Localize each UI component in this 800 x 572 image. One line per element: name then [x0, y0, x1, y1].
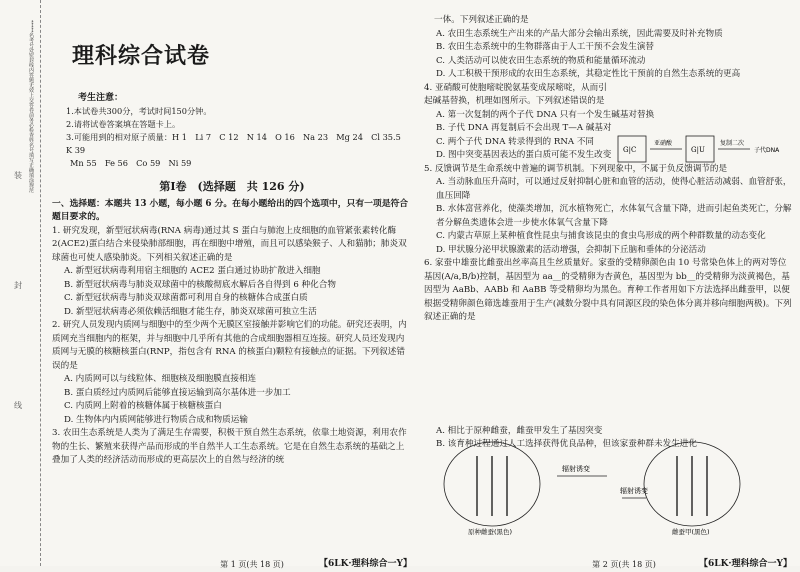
binding-mark: 装: [14, 171, 22, 180]
notice-block: [52, 92, 412, 171]
figure-caption: 雌蚕甲(黑色): [672, 528, 710, 536]
chromosome-figure: [432, 436, 762, 536]
figure-caption: 原种雌蚕(黑色): [468, 528, 513, 536]
section-instruction: 一、选择题：本题共 13 小题，每小题 6 分。在每小题给出的四个选项中，只有一项是符合题目要求的。: [52, 198, 409, 222]
option: A. 新型冠状病毒利用宿主细胞的 ACE2 蛋白通过协助扩散进入细胞: [64, 266, 321, 276]
option: A. 当动脉血压升高时，可以通过反射抑制心脏和血管的活动，使得心脏活动减弱、血管舒张，血压回降: [436, 177, 792, 201]
notice-item: Mn 55 Fe 56 Co 59 Ni 59: [70, 158, 192, 168]
notice-item: 2.请将试卷答案填在答题卡上。: [66, 119, 181, 129]
page-number: 第 1 页(共 18 页): [220, 560, 284, 569]
notice-item: 3.可能用到的相对原子质量：H 1 Li 7 C 12 N 14 O 16 Na 23 Mg 24 Cl 35.5 K 39: [66, 132, 410, 155]
binding-mark: 线: [14, 401, 22, 410]
option: D. 生物体内内质网能够进行物质合成和物质运输: [64, 414, 248, 425]
arrow-label: 复制二次: [720, 140, 745, 147]
page-1: [52, 14, 412, 569]
binding-text: *****名考号处密封线内答题无效上交答卷前务必检查姓名号填写正确填涂规范: [28, 20, 34, 193]
arrow-label: 亚硝酸: [654, 140, 673, 147]
option: A. 相比于原种雌蚕，雌蚕甲发生了基因突变: [436, 425, 603, 436]
page-number: 第 2 页(共 18 页): [592, 560, 656, 569]
option: B. 子代 DNA 再复制后不会出现 T—A 碱基对: [436, 123, 612, 133]
option: C. 内质网上附着的核糖体属于核糖核蛋白: [64, 401, 222, 411]
question-4: 4. 亚硝酸可使胞嘧啶脱氨基变成尿嘧啶，从而引起碱基替换，机理如图所示。下列叙述错误的是: [424, 82, 607, 106]
question-3: 3. 农田生态系统是人类为了满足生存需要，积极干预自然生态系统，依靠土地资源，利用农作物的生长、繁殖来获得产品而形成的半自然半人工生态系统。它是在自然生态系统的基础之上叠加了人类的经济活动而形成的更高层次上的自然与经济的统: [52, 428, 407, 465]
question-6: 6. 家蚕中雄蚕比雌蚕出丝率高且生丝质量好。家蚕的受精卵颜色由 10 号常染色体上的两对等位基因(A/a,B/b)控制，基因型为 aa__的受精卵为杏黄色，基因型为 bb__的受精卵为淡黄褐色，基因型为 AaBb、AABb 和 AaBB 等受精卵均为黑色。育种工作者用如下方法选择出雌蚕甲，以便根据受精卵颜色筛选雄蚕用于生产(减数分裂中具有同源区段的染色体分离并移向细胞两极)。下列叙述正确的是: [424, 258, 792, 322]
figure-spacer: [424, 325, 792, 425]
notice-heading: 考生注意：: [78, 92, 124, 103]
option: C. 人类活动可以使农田生态系统的物质和能量循环流动: [436, 55, 646, 66]
exam-code: 【6LK·理科综合一Y】: [699, 559, 792, 569]
option: B. 农田生态系统中的生物群落由于人工干预不会发生演替: [436, 42, 655, 52]
option: A. 农田生态系统生产出来的产品大部分会输出系统，因此需要及时补充物质: [436, 28, 723, 39]
arrow-label: 辐射诱变: [620, 487, 648, 495]
question-5: 5. 反馈调节是生命系统中普遍的调节机制。下列现象中，不属于负反馈调节的是: [424, 163, 728, 174]
section-heading: 第Ⅰ卷 (选择题 共 126 分): [159, 180, 305, 193]
exam-code: 【6LK·理科综合一Y】: [319, 559, 412, 569]
option: A. 内质网可以与线粒体、细胞核及细胞膜直接相连: [64, 374, 257, 384]
base-pair: G|C: [623, 146, 637, 154]
option: D. 新型冠状病毒必须依赖活细胞才能生存，肺炎双球菌可独立生活: [64, 306, 317, 317]
option: B. 新型冠状病毒与肺炎双球菌中的核酸彻底水解后各自得到 6 种化合物: [64, 279, 336, 290]
option: B. 水体富营养化，使藻类增加，沉水植物死亡，水体氧气含量下降，进而引起鱼类死亡，分解者分解鱼类遗体会进一步使水体氧气含量下降: [436, 204, 792, 228]
option: D. 人工积极干预形成的农田生态系统，其稳定性比干预前的自然生态系统的更高: [436, 69, 741, 79]
question-2: 2. 研究人员发现内质网与细胞中的至少两个无膜区室接触并影响它们的功能。研究还表明，内质网充当细胞内的框架，并与细胞中几乎所有其他的合成细胞器相互连接。研究人员还发现内质网与无膜的核糖核蛋白(RNP，指包含有 RNA 的核蛋白)颗粒有接触点的证据。下列叙述错误的是: [52, 320, 407, 371]
option: D. 甲状腺分泌甲状腺激素的活动增强，会抑制下丘脑和垂体的分泌活动: [436, 244, 706, 255]
option: B. 该育种过程通过人工选择获得优良品种，但该家蚕种群未发生进化: [436, 439, 697, 449]
exam-title: 理科综合试卷: [72, 43, 211, 69]
option: B. 蛋白质经过内质网后能够直接运输到高尔基体进一步加工: [64, 387, 291, 398]
option: A. 第一次复制的两个子代 DNA 只有一个发生碱基对替换: [436, 109, 655, 120]
question-1: 1. 研究发现，新型冠状病毒(RNA 病毒)通过其 S 蛋白与肺泡上皮细胞的血管紧张素转化酶 2(ACE2)蛋白结合来侵染肺部细胞，再在细胞中增殖，而且可以感染猴子、人和猫肺；肺炎双球菌也可使人感染肺炎。下列相关叙述正确的是: [52, 225, 407, 263]
option: C. 内蒙古草原上某种植食性昆虫与捕食该昆虫的食虫鸟形成的两个种群数量的动态变化: [436, 231, 766, 241]
dna-mutation-diagram: [616, 132, 796, 166]
option: C. 两个子代 DNA 转录得到的 RNA 不同: [436, 136, 595, 147]
question-3-continued: 一体。下列叙述正确的是: [434, 15, 529, 25]
binding-margin: [0, 0, 41, 566]
result-label: 子代DNA: [754, 147, 780, 154]
notice-item: 1.本试卷共300分，考试时间150分钟。: [66, 106, 212, 116]
arrow-label: 辐射诱变: [562, 465, 590, 473]
option: D. 图中突变基因表达的蛋白质可能不发生改变: [436, 150, 612, 160]
option: C. 新型冠状病毒与肺炎双球菌都可利用自身的核糖体合成蛋白质: [64, 293, 308, 303]
binding-mark: 封: [14, 281, 22, 290]
base-pair: G|U: [691, 146, 705, 154]
